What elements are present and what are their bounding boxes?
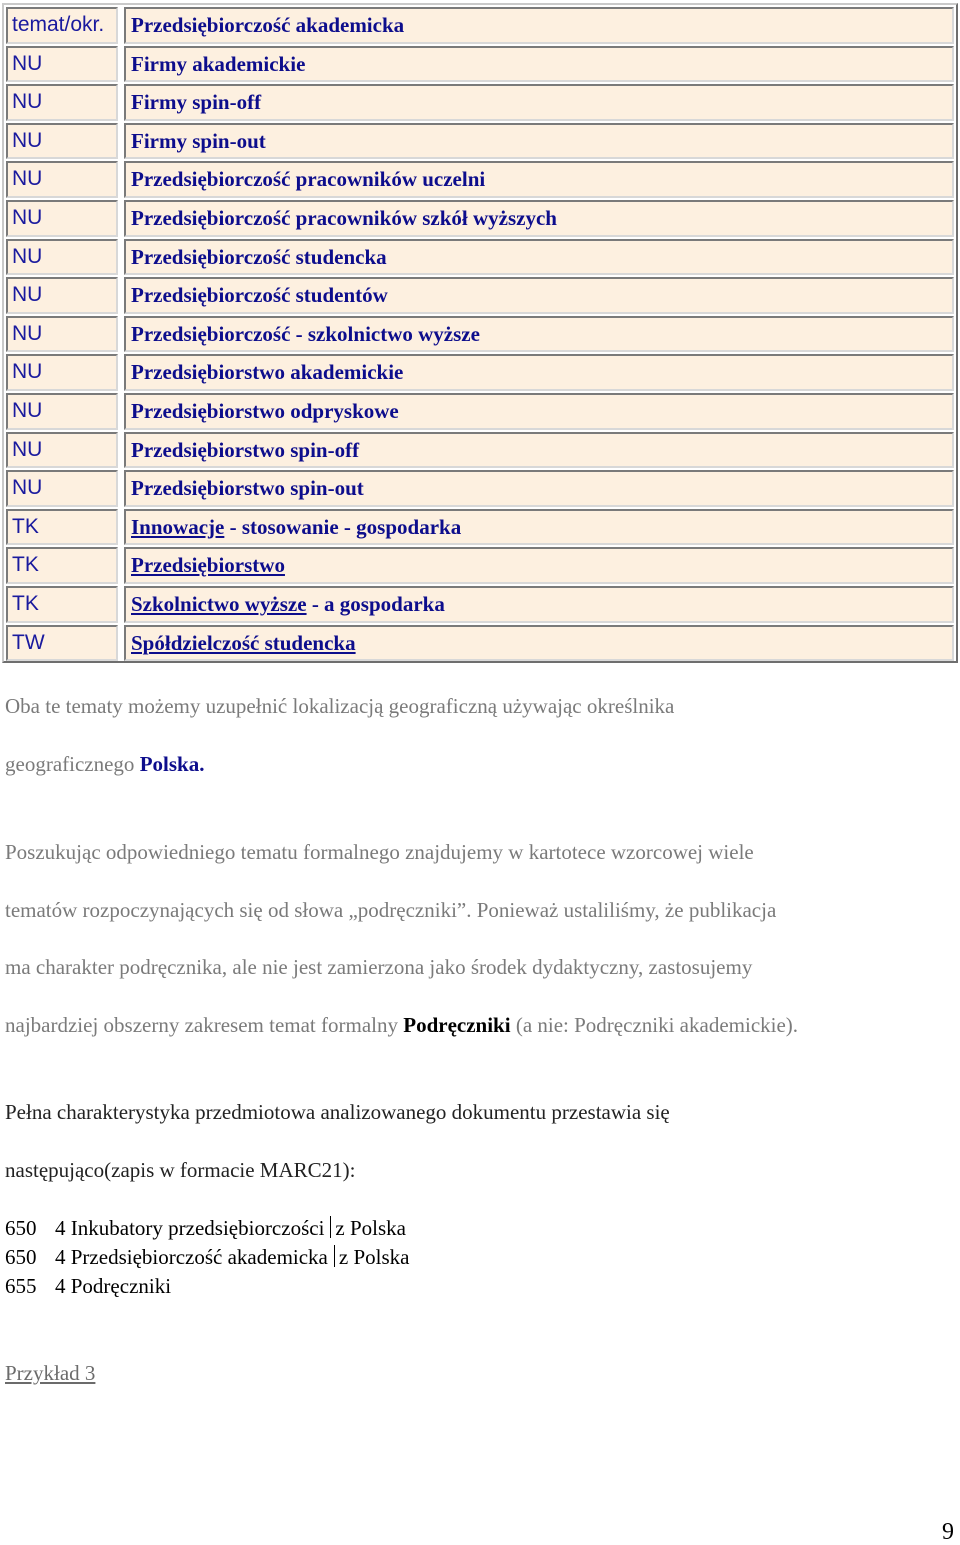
term-cell: Przedsiębiorczość pracowników szkół wyższych bbox=[124, 200, 954, 237]
table-row bbox=[4, 391, 956, 430]
code-cell: NU bbox=[6, 46, 118, 83]
table-row bbox=[4, 44, 956, 83]
table-row bbox=[4, 82, 956, 121]
marc-value: Inkubatory przedsiębiorczości bbox=[70, 1216, 325, 1240]
marc-value: Przedsiębiorczość akademicka bbox=[70, 1245, 328, 1269]
code-cell: NU bbox=[6, 316, 118, 353]
code-cell: NU bbox=[6, 84, 118, 121]
paragraph-line: Oba te tematy możemy uzupełnić lokalizacją geograficzną używając określnika bbox=[5, 694, 675, 718]
form-term: Podręczniki bbox=[403, 1013, 511, 1037]
table-row bbox=[4, 198, 956, 237]
marc-indicator: 4 bbox=[55, 1274, 66, 1298]
table-row bbox=[4, 430, 956, 469]
subfield-delimiter bbox=[334, 1245, 335, 1267]
table-row bbox=[4, 507, 956, 546]
geographic-term: Polska. bbox=[139, 752, 205, 776]
paragraph-line: ma charakter podręcznika, ale nie jest zamierzona jako środek dydaktyczny, zastosujemy bbox=[5, 955, 753, 979]
table-row bbox=[4, 275, 956, 314]
link-spoldzielczosc-studencka[interactable]: Spółdzielczość studencka bbox=[131, 630, 356, 655]
term-cell: Przedsiębiorstwo spin-out bbox=[124, 470, 954, 507]
table-row bbox=[4, 121, 956, 160]
code-cell: NU bbox=[6, 393, 118, 430]
paragraph-line: następująco(zapis w formacie MARC21): bbox=[5, 1158, 356, 1182]
term-cell: Przedsiębiorczość studentów bbox=[124, 277, 954, 314]
example-3-link[interactable]: Przykład 3 bbox=[5, 1361, 96, 1385]
term-cell: Firmy akademickie bbox=[124, 46, 954, 83]
code-cell: NU bbox=[6, 200, 118, 237]
table-row bbox=[4, 314, 956, 353]
link-innowacje[interactable]: Innowacje bbox=[131, 514, 225, 539]
code-cell: temat/okr. bbox=[6, 7, 118, 44]
table-row bbox=[4, 352, 956, 391]
code-cell: TK bbox=[6, 509, 118, 546]
code-cell: NU bbox=[6, 239, 118, 276]
term-cell: Przedsiębiorstwo odpryskowe bbox=[124, 393, 954, 430]
paragraph-line: tematów rozpoczynających się od słowa „podręczniki”. Ponieważ ustaliliśmy, że publikacja bbox=[5, 898, 777, 922]
term-cell: Firmy spin-off bbox=[124, 84, 954, 121]
term-cell bbox=[124, 586, 954, 623]
table-row bbox=[4, 237, 956, 276]
code-cell: NU bbox=[6, 161, 118, 198]
paragraph-text: (a nie: Podręczniki akademickie). bbox=[510, 1013, 799, 1037]
page-number: 9 bbox=[942, 1519, 954, 1545]
marc-field bbox=[5, 1216, 406, 1241]
subfield-delimiter bbox=[330, 1216, 331, 1238]
link-szkolnictwo-wyzsze[interactable]: Szkolnictwo wyższe bbox=[131, 592, 307, 616]
marc-value: Podręczniki bbox=[70, 1274, 172, 1298]
term-cell: Przedsiębiorstwo akademickie bbox=[124, 354, 954, 391]
term-cell: Przedsiębiorczość - szkolnictwo wyższe bbox=[124, 316, 954, 353]
paragraph-text: geograficznego bbox=[5, 752, 140, 776]
footer-line bbox=[5, 1361, 957, 1386]
marc-tag: 650 bbox=[5, 1216, 37, 1240]
marc-indicator: 4 bbox=[55, 1245, 66, 1269]
term-cell bbox=[124, 547, 954, 584]
term-cell: Przedsiębiorczość studencka bbox=[124, 239, 954, 276]
code-cell: NU bbox=[6, 354, 118, 391]
paragraph-text: najbardziej obszerny zakresem temat formalny bbox=[5, 1013, 404, 1037]
marc-indicator: 4 bbox=[55, 1216, 66, 1240]
code-cell: NU bbox=[6, 432, 118, 469]
table-row bbox=[4, 468, 956, 507]
code-cell: TK bbox=[6, 586, 118, 623]
link-przedsiebiorstwo[interactable]: Przedsiębiorstwo bbox=[131, 553, 285, 578]
code-cell: NU bbox=[6, 470, 118, 507]
term-cell: Przedsiębiorczość akademicka bbox=[124, 7, 954, 44]
marc-subfield: z Polska bbox=[338, 1245, 410, 1269]
marc-subfield: z Polska bbox=[335, 1216, 406, 1240]
term-suffix: - a gospodarka bbox=[306, 592, 445, 616]
marc-tag: 655 bbox=[5, 1274, 37, 1298]
table-row bbox=[4, 545, 956, 584]
term-cell: Przedsiębiorstwo spin-off bbox=[124, 432, 954, 469]
code-cell: NU bbox=[6, 123, 118, 160]
marc-field bbox=[5, 1274, 171, 1299]
table-row bbox=[4, 584, 956, 623]
term-cell: Przedsiębiorczość pracowników uczelni bbox=[124, 161, 954, 198]
paragraph-line bbox=[5, 1013, 957, 1038]
paragraph-line: Pełna charakterystyka przedmiotowa analizowanego dokumentu przestawia się bbox=[5, 1100, 670, 1124]
term-cell bbox=[124, 509, 954, 546]
marc-field bbox=[5, 1245, 409, 1270]
marc-tag: 650 bbox=[5, 1245, 37, 1269]
paragraph-line: Poszukując odpowiedniego tematu formalnego znajdujemy w kartotece wzorcowej wiele bbox=[5, 840, 754, 864]
code-cell: TK bbox=[6, 547, 118, 584]
term-cell bbox=[124, 625, 954, 662]
term-suffix: - stosowanie - gospodarka bbox=[224, 514, 462, 539]
subject-table bbox=[2, 3, 958, 663]
paragraph-line bbox=[5, 752, 957, 777]
term-cell: Firmy spin-out bbox=[124, 123, 954, 160]
table-row bbox=[4, 159, 956, 198]
table-header-row bbox=[4, 5, 956, 44]
table-row bbox=[4, 623, 956, 662]
code-cell: NU bbox=[6, 277, 118, 314]
code-cell: TW bbox=[6, 625, 118, 662]
